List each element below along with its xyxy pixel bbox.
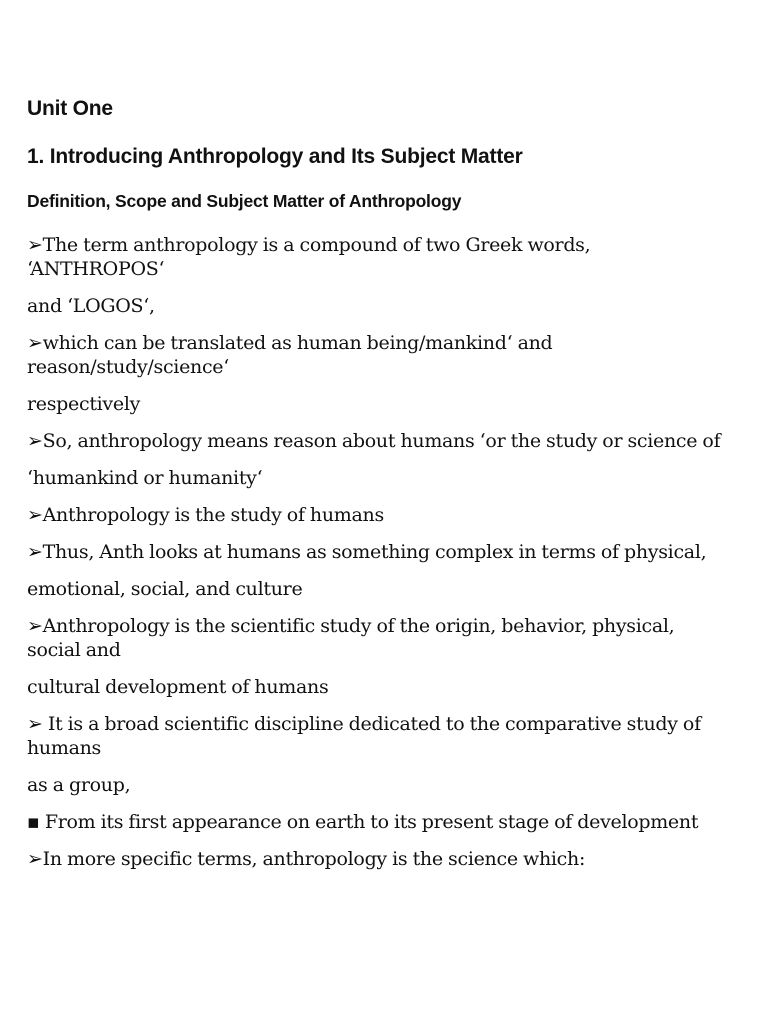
paragraph: ➢So, anthropology means reason about humans ‘or the study or science of <box>27 430 721 452</box>
paragraph: ➢The term anthropology is a compound of two Greek words, ‘ANTHROPOS‘ <box>27 234 591 280</box>
unit-title: Unit One <box>27 97 113 120</box>
paragraph: ➢which can be translated as human being/mankind‘ and reason/study/science‘ <box>27 332 553 378</box>
paragraph: ➢Anthropology is the study of humans <box>27 504 384 526</box>
paragraph: and ‘LOGOS‘, <box>27 295 155 317</box>
paragraph: ➢In more specific terms, anthropology is the science which: <box>27 848 586 870</box>
paragraph: cultural development of humans <box>27 676 329 698</box>
document-page <box>27 96 727 884</box>
paragraph: emotional, social, and culture <box>27 578 303 600</box>
paragraph: ▪ From its first appearance on earth to its present stage of development <box>27 811 699 833</box>
paragraph: ➢Thus, Anth looks at humans as something complex in terms of physical, <box>27 541 707 563</box>
chapter-title: 1. Introducing Anthropology and Its Subject Matter <box>27 145 523 168</box>
paragraph: ➢ It is a broad scientific discipline dedicated to the comparative study of humans <box>27 713 701 759</box>
paragraph: as a group, <box>27 774 131 796</box>
paragraph: ➢Anthropology is the scientific study of the origin, behavior, physical, social and <box>27 615 675 661</box>
paragraph: respectively <box>27 393 141 415</box>
section-title: Definition, Scope and Subject Matter of Anthropology <box>27 191 462 211</box>
paragraph: ‘humankind or humanity‘ <box>27 467 263 489</box>
